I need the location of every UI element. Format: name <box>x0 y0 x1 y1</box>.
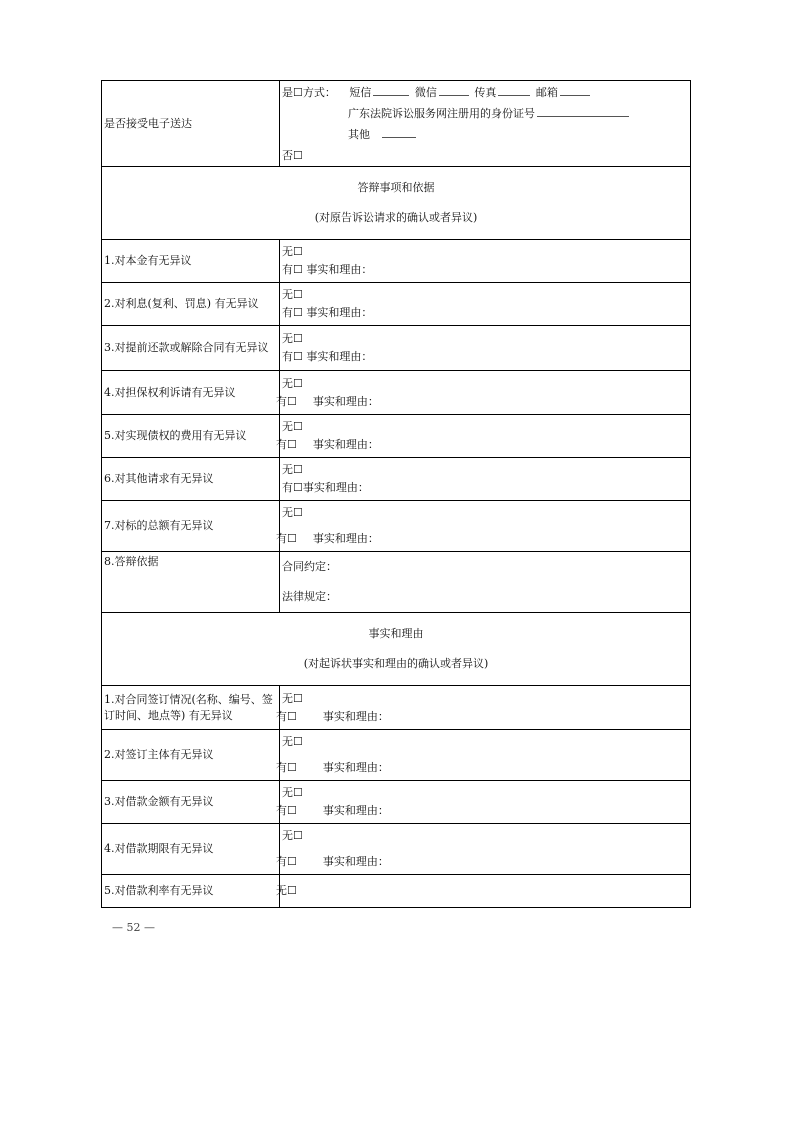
section1-header <box>102 167 691 240</box>
table-row <box>102 824 691 875</box>
id-number-label: 广东法院诉讼服务网注册用的身份证号 <box>348 106 535 120</box>
yes-checkbox[interactable]: 有☐ <box>282 306 303 319</box>
page-number: — 52 — <box>112 921 155 934</box>
fax-label: 传真 <box>474 85 497 99</box>
section2-subtitle: (对起诉状事实和理由的确认或者异议) <box>303 657 489 670</box>
row-options <box>280 283 691 326</box>
yes-checkbox[interactable]: 有☐ <box>276 438 297 451</box>
no-checkbox[interactable]: 无☐ <box>282 691 303 705</box>
electronic-service-label: 是否接受电子送达 <box>102 81 280 167</box>
yes-checkbox[interactable]: 有☐ <box>282 263 303 276</box>
other-label: 其他 <box>348 127 370 141</box>
table-row <box>102 326 691 371</box>
row-options <box>276 781 691 824</box>
wechat-field[interactable] <box>439 85 469 96</box>
yes-checkbox[interactable]: 有☐ <box>276 532 297 545</box>
id-number-field[interactable] <box>537 106 629 117</box>
yes-checkbox[interactable]: 有☐ <box>276 761 297 774</box>
reason-label: 事实和理由： <box>306 306 373 319</box>
row-label: 2.对利息(复利、罚息) 有无异议 <box>102 283 280 326</box>
section1-subtitle: (对原告诉讼请求的确认或者异议) <box>314 211 478 224</box>
defense-form-table <box>101 80 691 908</box>
reason-label: 事实和理由： <box>312 394 379 408</box>
table-row <box>102 371 691 415</box>
row-options <box>276 875 691 908</box>
table-row <box>102 730 691 781</box>
other-field[interactable] <box>382 127 416 138</box>
reason-label: 事实和理由： <box>322 855 389 868</box>
row-label: 1.对合同签订情况(名称、编号、签订时间、地点等) 有无异议 <box>102 686 280 730</box>
defense-basis-row <box>102 552 691 613</box>
row-label: 3.对借款金额有无异议 <box>102 781 280 824</box>
no-checkbox[interactable]: 无☐ <box>276 884 297 897</box>
section1-header-row <box>102 167 691 240</box>
section2-header-row <box>102 613 691 686</box>
yes-checkbox[interactable]: 有☐ <box>276 855 297 868</box>
defense-basis-fields <box>280 552 691 613</box>
row-options <box>280 240 691 283</box>
row-options <box>280 326 691 371</box>
table-row <box>102 875 691 908</box>
row-options <box>276 686 691 730</box>
no-checkbox[interactable]: 无☐ <box>282 506 303 519</box>
sms-field[interactable] <box>373 85 409 96</box>
row-options <box>276 501 691 552</box>
no-checkbox[interactable]: 无☐ <box>282 463 303 476</box>
wechat-label: 微信 <box>414 85 437 99</box>
section2-title: 事实和理由 <box>368 627 424 640</box>
table-row <box>102 781 691 824</box>
yes-checkbox[interactable]: 是☐方式： <box>282 85 336 99</box>
no-checkbox[interactable]: 否☐ <box>282 148 303 162</box>
yes-checkbox[interactable]: 有☐ <box>276 709 297 723</box>
row-label: 5.对实现债权的费用有无异议 <box>102 415 280 458</box>
table-row <box>102 501 691 552</box>
table-row <box>102 415 691 458</box>
no-checkbox[interactable]: 无☐ <box>282 332 303 345</box>
reason-label: 事实和理由： <box>302 481 369 494</box>
reason-label: 事实和理由： <box>322 804 389 817</box>
email-label: 邮箱 <box>535 85 558 99</box>
no-checkbox[interactable]: 无☐ <box>282 735 303 748</box>
yes-checkbox[interactable]: 有☐ <box>282 481 303 494</box>
no-checkbox[interactable]: 无☐ <box>282 420 303 433</box>
yes-checkbox[interactable]: 有☐ <box>276 394 297 408</box>
reason-label: 事实和理由： <box>306 263 373 276</box>
reason-label: 事实和理由： <box>312 532 379 545</box>
no-checkbox[interactable]: 无☐ <box>282 786 303 799</box>
no-checkbox[interactable]: 无☐ <box>282 288 303 301</box>
table-row <box>102 686 691 730</box>
defense-basis-label: 8.答辩依据 <box>102 552 280 613</box>
row-options <box>276 730 691 781</box>
row-options <box>276 371 691 415</box>
sms-label: 短信 <box>349 85 372 99</box>
electronic-service-options <box>280 81 691 167</box>
reason-label: 事实和理由： <box>306 350 373 363</box>
no-checkbox[interactable]: 无☐ <box>282 376 303 390</box>
row-label: 4.对担保权利诉请有无异议 <box>102 371 280 415</box>
reason-label: 事实和理由： <box>312 438 379 451</box>
row-label: 3.对提前还款或解除合同有无异议 <box>102 326 280 371</box>
table-row <box>102 458 691 501</box>
email-field[interactable] <box>560 85 590 96</box>
reason-label: 事实和理由： <box>322 709 389 723</box>
row-label: 4.对借款期限有无异议 <box>102 824 280 875</box>
row-label: 5.对借款利率有无异议 <box>102 875 280 908</box>
table-row <box>102 240 691 283</box>
row-label: 7.对标的总额有无异议 <box>102 501 280 552</box>
yes-checkbox[interactable]: 有☐ <box>276 804 297 817</box>
law-field[interactable]: 法律规定： <box>282 590 337 603</box>
row-options <box>276 415 691 458</box>
section2-header <box>102 613 691 686</box>
row-options <box>276 824 691 875</box>
no-checkbox[interactable]: 无☐ <box>282 245 303 258</box>
row-label: 2.对签订主体有无异议 <box>102 730 280 781</box>
row-label: 6.对其他请求有无异议 <box>102 458 280 501</box>
row-options <box>280 458 691 501</box>
reason-label: 事实和理由： <box>322 761 389 774</box>
contract-field[interactable]: 合同约定： <box>282 560 337 573</box>
section1-title: 答辩事项和依据 <box>357 181 435 194</box>
table-row <box>102 283 691 326</box>
yes-checkbox[interactable]: 有☐ <box>282 350 303 363</box>
electronic-service-row <box>102 81 691 167</box>
row-label: 1.对本金有无异议 <box>102 240 280 283</box>
no-checkbox[interactable]: 无☐ <box>282 829 303 842</box>
fax-field[interactable] <box>498 85 530 96</box>
